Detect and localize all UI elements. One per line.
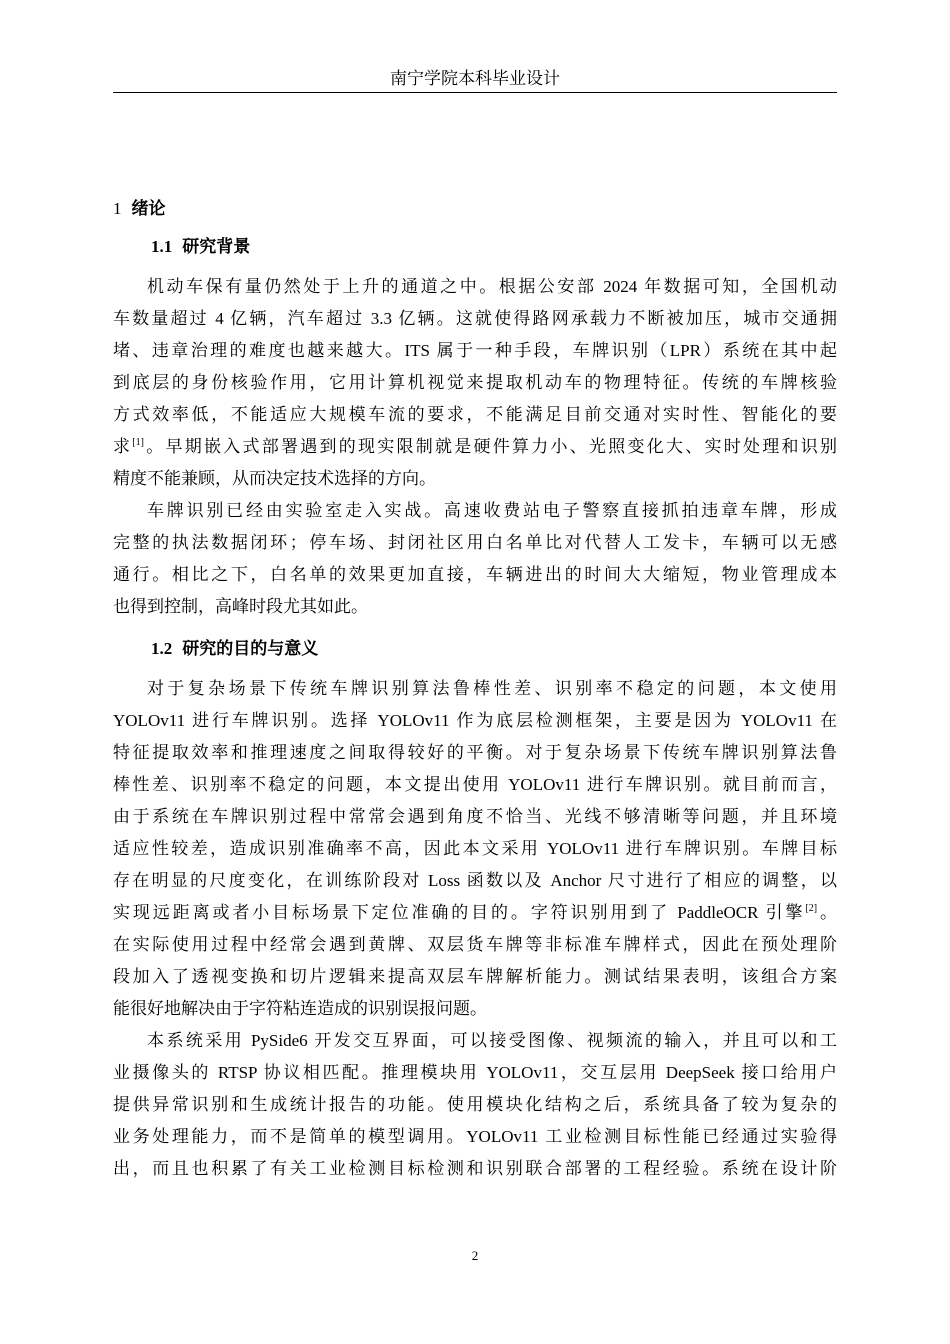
text-line: 机动车保有量仍然处于上升的通道之中。根据公安部 2024 年数据可知，全国机动 xyxy=(147,277,837,296)
paragraph-purpose-2 xyxy=(113,1025,837,1185)
text-line: 段加入了透视变换和切片逻辑来提高双层车牌解析能力。测试结果表明，该组合方案 xyxy=(113,967,837,986)
citation-ref: [1] xyxy=(132,437,144,448)
page-header: 南宁学院本科毕业设计 xyxy=(390,69,560,88)
text-line: 方式效率低，不能适应大规模车流的要求，不能满足目前交通对实时性、智能化的要 xyxy=(113,405,837,424)
section-number: 1.2 xyxy=(151,639,173,658)
text-line: 存在明显的尺度变化，在训练阶段对 Loss 函数以及 Anchor 尺寸进行了相应的调整，以 xyxy=(113,871,837,890)
text-line: 提供异常识别和生成统计报告的功能。使用模块化结构之后，系统具备了较为复杂的 xyxy=(113,1095,837,1114)
text-line: 车牌识别已经由实验室走入实战。高速收费站电子警察直接抓拍违章车牌，形成 xyxy=(147,501,837,520)
text-line: 也得到控制，高峰时段尤其如此。 xyxy=(113,597,368,616)
text-line: 精度不能兼顾，从而决定技术选择的方向。 xyxy=(113,469,436,488)
text-line: YOLOv11 进行车牌识别。选择 YOLOv11 作为底层检测框架，主要是因为 YOLOv11 在 xyxy=(113,711,837,730)
text-fragment: 求 xyxy=(113,437,133,456)
text-line: 出，而且也积累了有关工业检测目标检测和识别联合部署的工程经验。系统在设计阶 xyxy=(113,1159,837,1178)
text-line: 车数量超过 4 亿辆，汽车超过 3.3 亿辆。这就使得路网承载力不断被加压，城市交通拥 xyxy=(113,309,837,328)
text-line: 本系统采用 PySide6 开发交互界面，可以接受图像、视频流的输入，并且可以和工 xyxy=(147,1031,837,1050)
paragraph-purpose-1 xyxy=(113,673,837,1025)
page-number: 2 xyxy=(471,1248,479,1263)
citation-ref: [2] xyxy=(805,903,818,914)
text-line: 特征提取效率和推理速度之间取得较好的平衡。对于复杂场景下传统车牌识别算法鲁 xyxy=(113,743,837,762)
section-heading-1-1 xyxy=(113,226,837,268)
text-line: 适应性较差，造成识别准确率不高，因此本文采用 YOLOv11 进行车牌识别。车牌目标 xyxy=(113,839,837,858)
text-line: 在实际使用过程中经常会遇到黄牌、双层货车牌等非标准车牌样式，因此在预处理阶 xyxy=(113,935,837,954)
section-title: 研究的目的与意义 xyxy=(182,639,319,658)
text-fragment: 实现远距离或者小目标场景下定位准确的目的。字符识别用到了 PaddleOCR 引擎 xyxy=(113,903,806,922)
text-line: 堵、违章治理的难度也越来越大。ITS 属于一种手段，车牌识别（LPR）系统在其中起 xyxy=(113,341,837,360)
text-line: 业摄像头的 RTSP 协议相匹配。推理模块用 YOLOv11，交互层用 DeepSeek 接口给用户 xyxy=(113,1063,837,1082)
chapter-heading xyxy=(113,192,837,226)
text-line: 棒性差、识别率不稳定的问题，本文提出使用 YOLOv11 进行车牌识别。就目前而言， xyxy=(113,775,837,794)
text-fragment: 。早期嵌入式部署遇到的现实限制就是硬件算力小、光照变化大、实时处理和识别 xyxy=(143,437,838,456)
text-fragment: 。 xyxy=(817,903,837,922)
section-title: 研究背景 xyxy=(182,237,251,256)
text-line: 到底层的身份核验作用，它用计算机视觉来提取机动车的物理特征。传统的车牌核验 xyxy=(113,373,837,392)
text-line: 对于复杂场景下传统车牌识别算法鲁棒性差、识别率不稳定的问题，本文使用 xyxy=(147,679,837,698)
text-line: 业务处理能力，而不是简单的模型调用。YOLOv11 工业检测目标性能已经通过实验得 xyxy=(113,1127,837,1146)
paragraph-background-1 xyxy=(113,271,837,495)
section-heading-1-2 xyxy=(113,628,837,670)
chapter-title: 绪论 xyxy=(131,199,166,218)
text-line: 由于系统在车牌识别过程中常常会遇到角度不恰当、光线不够清晰等问题，并且环境 xyxy=(113,807,837,826)
paragraph-background-2 xyxy=(113,495,837,623)
section-number: 1.1 xyxy=(151,237,173,256)
text-line: 通行。相比之下，白名单的效果更加直接，车辆进出的时间大大缩短，物业管理成本 xyxy=(113,565,837,584)
chapter-number: 1 xyxy=(113,199,122,218)
page-body xyxy=(113,192,837,1185)
text-line-with-ref xyxy=(113,431,837,463)
text-line-with-ref xyxy=(113,897,837,929)
text-line: 完整的执法数据闭环；停车场、封闭社区用白名单比对代替人工发卡，车辆可以无感 xyxy=(113,533,837,552)
header-rule xyxy=(113,92,837,93)
text-line: 能很好地解决由于字符粘连造成的识别误报问题。 xyxy=(113,999,487,1018)
